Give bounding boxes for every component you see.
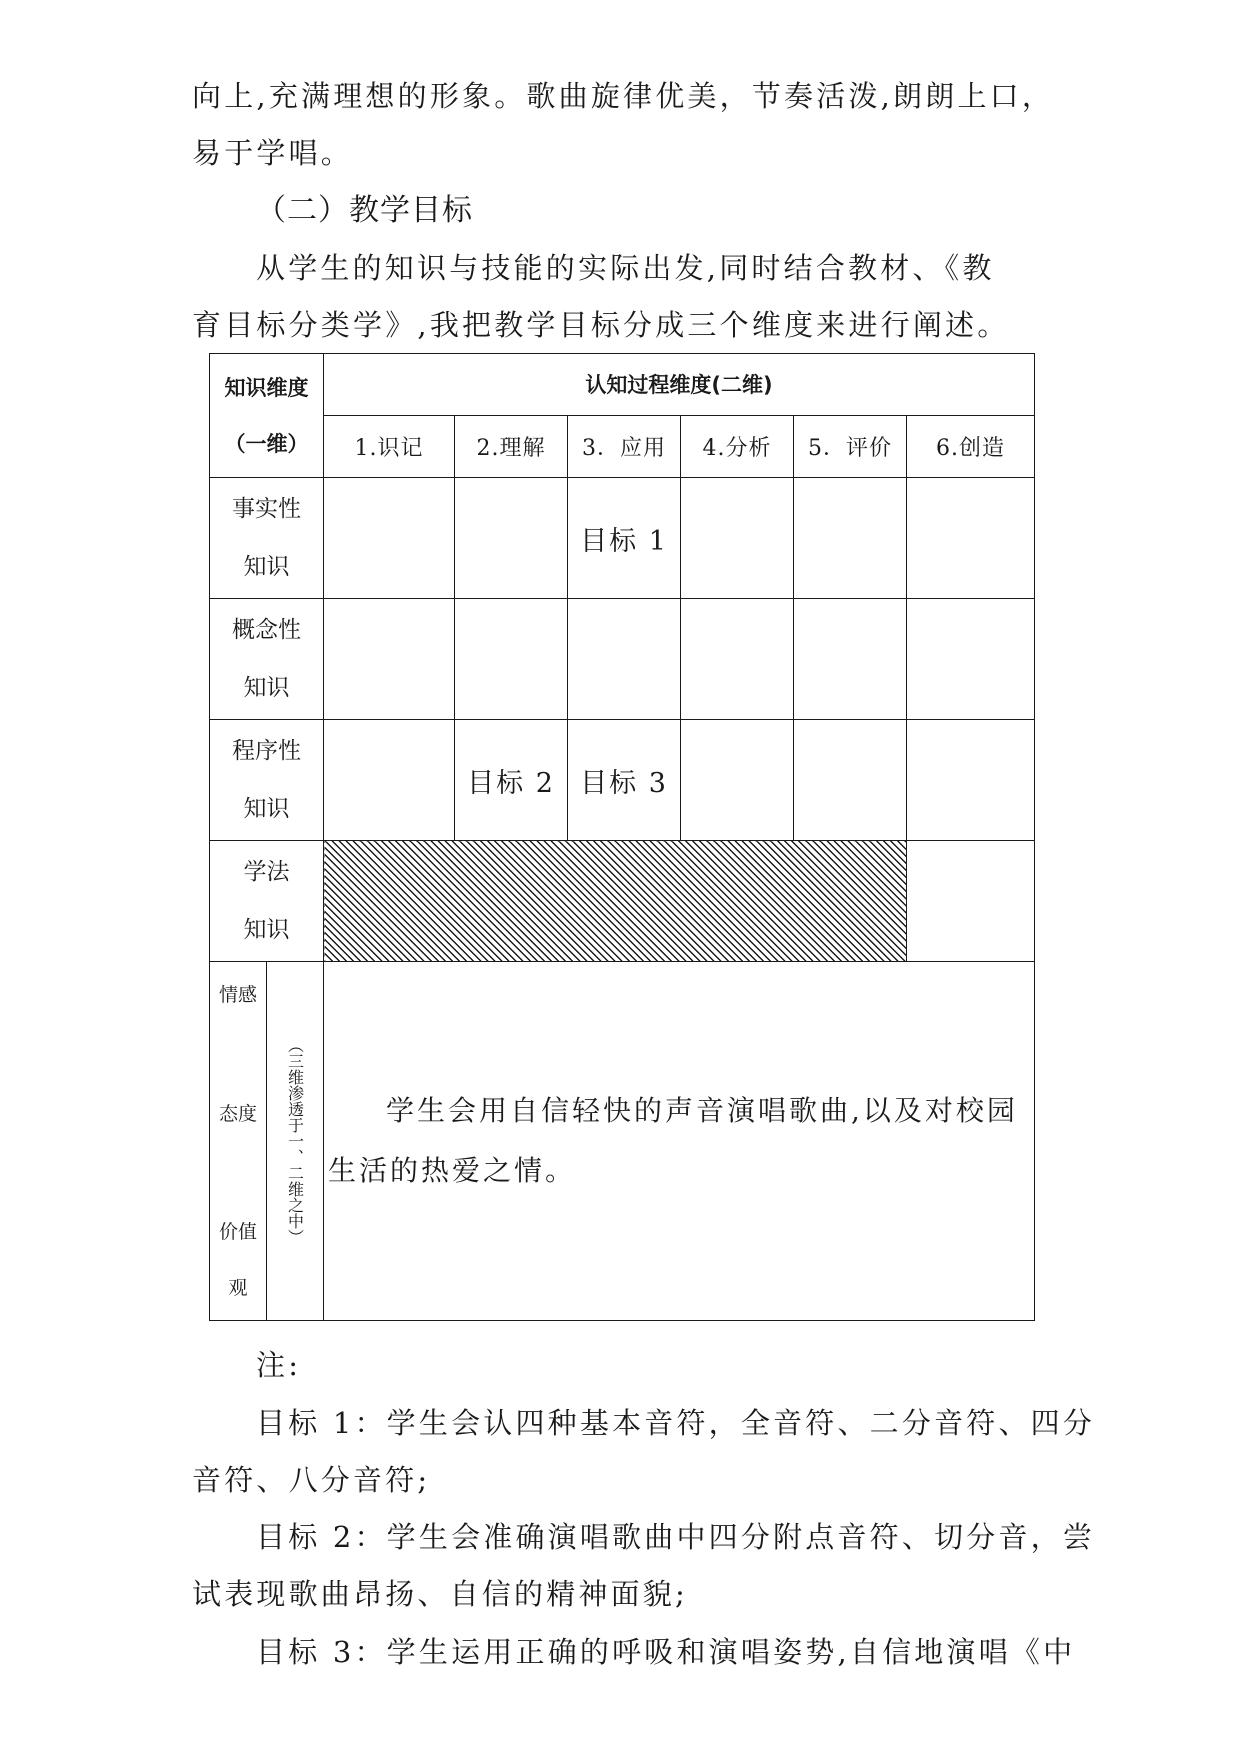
column-header: 6.创造	[907, 416, 1035, 478]
table-cell	[324, 720, 455, 841]
row-header-line-2: 知识	[243, 917, 290, 943]
table-cell	[794, 720, 907, 841]
affect-goal-line-2: 生活的热爱之情。	[328, 1154, 577, 1187]
row-header-line-1: 事实性	[232, 496, 301, 522]
affect-label-cell	[210, 962, 267, 1321]
note-goal-1-line-2: 音符、八分音符;	[192, 1463, 431, 1497]
note-goal-3-line-1: 目标 3：学生运用正确的呼吸和演唱姿势,自信地演唱《中	[256, 1635, 1076, 1669]
note-goal-2-line-1: 目标 2：学生会准确演唱歌曲中四分附点音符、切分音，尝	[256, 1520, 1096, 1554]
affect-note-cell	[267, 962, 324, 1321]
table-row	[210, 478, 1035, 599]
table-cell	[681, 478, 794, 599]
row-header-line-1: 概念性	[232, 617, 301, 643]
table-cell	[794, 599, 907, 720]
affect-note: （三维渗透于一、二维之中）	[285, 1037, 305, 1245]
row-header-line-2: 知识	[243, 796, 290, 822]
table-row	[210, 962, 1035, 1321]
affect-label: 观	[228, 1277, 248, 1299]
table-cell	[907, 478, 1035, 599]
table-row	[210, 599, 1035, 720]
section-paragraph-line-2: 育目标分类学》,我把教学目标分成三个维度来进行阐述。	[192, 308, 1010, 342]
row-header-line-2: 知识	[243, 554, 290, 580]
table-cell	[455, 478, 568, 599]
section-heading: （二）教学目标	[256, 193, 473, 228]
column-header: 1.识记	[324, 416, 455, 478]
corner-header-line-1: 知识维度	[224, 375, 309, 400]
table-cell	[455, 599, 568, 720]
table-cell	[794, 478, 907, 599]
column-header: 4.分析	[681, 416, 794, 478]
affect-label: 价值	[218, 1221, 257, 1243]
row-header-cell	[210, 599, 324, 720]
note-goal-2-line-2: 试表现歌曲昂扬、自信的精神面貌;	[192, 1577, 688, 1611]
table-cell	[324, 599, 455, 720]
table-row	[210, 720, 1035, 841]
table-cell: 目标 3	[568, 720, 681, 841]
table-cell	[324, 478, 455, 599]
affect-label: 态度	[218, 1103, 257, 1125]
row-header-cell	[210, 720, 324, 841]
corner-header-cell	[210, 354, 324, 478]
column-header: 2.理解	[455, 416, 568, 478]
table-cell	[907, 720, 1035, 841]
table-row	[210, 841, 1035, 962]
table-cell	[568, 599, 681, 720]
teaching-goals-table	[209, 353, 1035, 1321]
hatched-cell	[324, 841, 907, 962]
corner-header-line-2: （一维）	[224, 431, 309, 456]
table-cell	[907, 599, 1035, 720]
affect-label: 情感	[218, 984, 257, 1006]
table-cell	[681, 599, 794, 720]
column-header: 5．评价	[794, 416, 907, 478]
intro-line-2: 易于学唱。	[192, 136, 354, 170]
row-header-cell	[210, 841, 324, 962]
notes-label: 注:	[256, 1348, 302, 1382]
section-paragraph-line-1: 从学生的知识与技能的实际出发,同时结合教材、《教	[256, 251, 995, 285]
note-goal-1-line-1: 目标 1：学生会认四种基本音符，全音符、二分音符、四分	[256, 1406, 1096, 1440]
cognitive-dimension-header: 认知过程维度(二维)	[324, 354, 1035, 416]
row-header-line-1: 学法	[243, 859, 290, 885]
row-header-line-2: 知识	[243, 675, 290, 701]
table-cell: 目标 1	[568, 478, 681, 599]
table-cell	[681, 720, 794, 841]
table-cell	[907, 841, 1035, 962]
table-cell: 目标 2	[455, 720, 568, 841]
row-header-line-1: 程序性	[232, 738, 301, 764]
column-header: 3．应用	[568, 416, 681, 478]
row-header-cell	[210, 478, 324, 599]
intro-line-1: 向上,充满理想的形象。歌曲旋律优美，节奏活泼,朗朗上口，	[192, 79, 1055, 113]
affect-goal-line-1: 学生会用自信轻快的声音演唱歌曲,以及对校园	[386, 1094, 1018, 1127]
affect-goal-cell	[324, 962, 1035, 1321]
